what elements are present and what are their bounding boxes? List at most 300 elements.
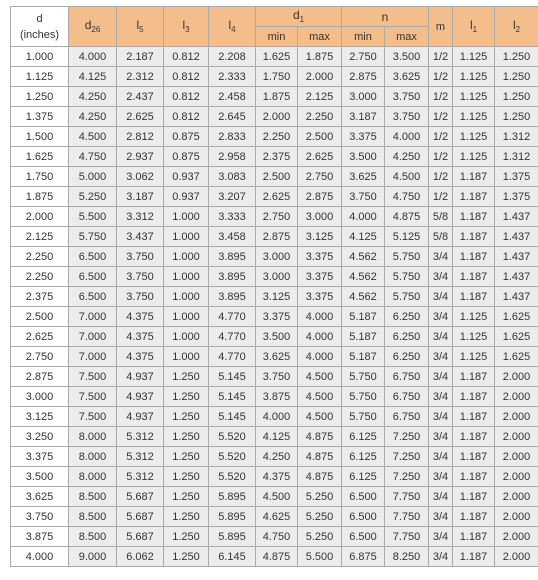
table-cell: 1.125	[453, 67, 495, 87]
table-cell: 3/4	[429, 467, 453, 487]
table-cell: 1.187	[453, 487, 495, 507]
table-cell: 4.562	[342, 287, 385, 307]
table-cell: 1.125	[453, 47, 495, 67]
table-cell: 6.500	[342, 527, 385, 547]
cell-d: 2.625	[11, 327, 69, 347]
table-cell: 4.937	[117, 367, 164, 387]
table-cell: 1.250	[164, 407, 209, 427]
table-cell: 1.312	[495, 147, 538, 167]
table-cell: 3.750	[117, 287, 164, 307]
table-cell: 5.500	[298, 547, 342, 567]
table-cell: 5.750	[385, 247, 429, 267]
table-cell: 6.145	[209, 547, 256, 567]
table-cell: 2.750	[342, 47, 385, 67]
table-cell: 4.770	[209, 307, 256, 327]
table-cell: 5.750	[69, 227, 117, 247]
table-cell: 1/2	[429, 107, 453, 127]
cell-d: 3.500	[11, 467, 69, 487]
table-cell: 8.500	[69, 487, 117, 507]
table-cell: 4.125	[256, 427, 298, 447]
table-cell: 3.500	[385, 47, 429, 67]
table-cell: 3.750	[117, 247, 164, 267]
table-cell: 3/4	[429, 507, 453, 527]
table-cell: 1.125	[453, 347, 495, 367]
table-cell: 2.000	[495, 527, 538, 547]
table-cell: 5.250	[298, 487, 342, 507]
table-cell: 4.125	[342, 227, 385, 247]
table-cell: 3.125	[256, 287, 298, 307]
cell-d: 1.500	[11, 127, 69, 147]
table-cell: 3/4	[429, 267, 453, 287]
header-d1: $d_1$	[256, 7, 342, 27]
table-cell: 4.500	[256, 487, 298, 507]
table-cell: 3/4	[429, 347, 453, 367]
table-cell: 4.750	[256, 527, 298, 547]
table-cell: 1.250	[164, 367, 209, 387]
table-cell: 2.645	[209, 107, 256, 127]
cell-d: 3.250	[11, 427, 69, 447]
table-cell: 3.625	[342, 167, 385, 187]
table-cell: 4.770	[209, 347, 256, 367]
cell-d: 3.375	[11, 447, 69, 467]
table-cell: 1.250	[164, 387, 209, 407]
table-cell: 3.458	[209, 227, 256, 247]
table-cell: 1/2	[429, 187, 453, 207]
table-cell: 5.520	[209, 427, 256, 447]
table-cell: 5.145	[209, 367, 256, 387]
cell-d: 3.625	[11, 487, 69, 507]
header-d1-min: min	[256, 27, 298, 47]
table-row	[11, 467, 538, 487]
cell-d: 1.000	[11, 47, 69, 67]
table-cell: 4.250	[69, 107, 117, 127]
table-cell: 1.000	[164, 347, 209, 367]
table-cell: 4.500	[298, 407, 342, 427]
table-cell: 1.187	[453, 167, 495, 187]
table-cell: 2.937	[117, 147, 164, 167]
table-cell: 3/4	[429, 487, 453, 507]
table-cell: 4.375	[117, 347, 164, 367]
table-cell: 4.000	[256, 407, 298, 427]
table-cell: 1.625	[495, 327, 538, 347]
table-cell: 8.250	[385, 547, 429, 567]
table-cell: 1.437	[495, 207, 538, 227]
cell-d: 2.250	[11, 267, 69, 287]
table-cell: 4.750	[69, 147, 117, 167]
table-cell: 5.312	[117, 427, 164, 447]
table-row	[11, 327, 538, 347]
table-cell: 1.000	[164, 327, 209, 347]
table-cell: 1.187	[453, 527, 495, 547]
table-cell: 1.000	[164, 287, 209, 307]
table-row	[11, 147, 538, 167]
table-cell: 4.875	[256, 547, 298, 567]
table-cell: 3.750	[385, 107, 429, 127]
table-cell: 5.750	[385, 287, 429, 307]
table-cell: 3.625	[385, 67, 429, 87]
table-cell: 8.500	[69, 507, 117, 527]
table-cell: 1.187	[453, 187, 495, 207]
table-cell: 4.937	[117, 407, 164, 427]
table-cell: 1.187	[453, 267, 495, 287]
table-cell: 2.625	[117, 107, 164, 127]
table-cell: 2.958	[209, 147, 256, 167]
table-cell: 1.437	[495, 287, 538, 307]
table-body	[11, 47, 538, 567]
table-cell: 5.250	[69, 187, 117, 207]
table-cell: 7.000	[69, 327, 117, 347]
table-cell: 6.500	[342, 507, 385, 527]
table-cell: 4.375	[256, 467, 298, 487]
table-row	[11, 87, 538, 107]
table-cell: 3.375	[298, 267, 342, 287]
table-row	[11, 527, 538, 547]
header-l1: $l_1$	[453, 7, 495, 47]
table-row	[11, 307, 538, 327]
table-cell: 5.250	[298, 507, 342, 527]
table-cell: 8.500	[69, 527, 117, 547]
table-cell: 4.750	[385, 187, 429, 207]
table-cell: 1.187	[453, 407, 495, 427]
table-cell: 3/4	[429, 327, 453, 347]
table-cell: 1/2	[429, 67, 453, 87]
table-cell: 7.500	[69, 387, 117, 407]
table-cell: 3.437	[117, 227, 164, 247]
header-d1-max: max	[298, 27, 342, 47]
table-cell: 6.250	[385, 347, 429, 367]
cell-d: 3.750	[11, 507, 69, 527]
table-cell: 1.000	[164, 247, 209, 267]
table-cell: 4.500	[69, 127, 117, 147]
table-cell: 5.895	[209, 487, 256, 507]
table-cell: 2.125	[298, 87, 342, 107]
table-cell: 5.187	[342, 327, 385, 347]
table-cell: 1/2	[429, 147, 453, 167]
table-cell: 3.375	[256, 307, 298, 327]
table-cell: 6.500	[69, 287, 117, 307]
table-cell: 1/2	[429, 127, 453, 147]
table-cell: 0.937	[164, 167, 209, 187]
table-cell: 2.875	[256, 227, 298, 247]
table-row	[11, 387, 538, 407]
table-cell: 3/4	[429, 247, 453, 267]
cell-d: 2.750	[11, 347, 69, 367]
table-cell: 7.000	[69, 347, 117, 367]
table-cell: 2.333	[209, 67, 256, 87]
table-cell: 4.875	[298, 427, 342, 447]
table-cell: 1.125	[453, 107, 495, 127]
table-cell: 0.812	[164, 67, 209, 87]
table-cell: 5.750	[385, 267, 429, 287]
table-cell: 4.500	[298, 387, 342, 407]
table-cell: 7.250	[385, 447, 429, 467]
header-d-unit: (inches)	[19, 28, 60, 41]
table-cell: 1.250	[164, 547, 209, 567]
table-cell: 1.187	[453, 547, 495, 567]
cell-d: 3.875	[11, 527, 69, 547]
table-cell: 5.895	[209, 527, 256, 547]
table-cell: 3.750	[385, 87, 429, 107]
table-cell: 3/4	[429, 447, 453, 467]
table-cell: 1.250	[495, 67, 538, 87]
table-cell: 6.875	[342, 547, 385, 567]
table-cell: 7.750	[385, 507, 429, 527]
table-cell: 5.687	[117, 527, 164, 547]
table-cell: 2.458	[209, 87, 256, 107]
table-cell: 1.750	[256, 67, 298, 87]
table-cell: 3.187	[342, 107, 385, 127]
cell-d: 2.000	[11, 207, 69, 227]
table-cell: 1.125	[453, 327, 495, 347]
table-cell: 5.687	[117, 487, 164, 507]
table-row	[11, 347, 538, 367]
header-l2: $l_2$	[495, 7, 538, 47]
table-cell: 1.250	[495, 87, 538, 107]
table-cell: 5.520	[209, 447, 256, 467]
table-cell: 3.375	[298, 287, 342, 307]
table-row	[11, 407, 538, 427]
table-cell: 3/4	[429, 387, 453, 407]
table-row	[11, 547, 538, 567]
table-cell: 1.125	[453, 147, 495, 167]
table-cell: 3.312	[117, 207, 164, 227]
table-row	[11, 167, 538, 187]
table-row	[11, 287, 538, 307]
table-cell: 7.000	[69, 307, 117, 327]
table-row	[11, 367, 538, 387]
table-cell: 1/2	[429, 47, 453, 67]
table-cell: 5.187	[342, 307, 385, 327]
table-cell: 1.375	[495, 167, 538, 187]
table-cell: 3.895	[209, 287, 256, 307]
cell-d: 2.875	[11, 367, 69, 387]
table-cell: 4.875	[298, 447, 342, 467]
table-cell: 4.250	[385, 147, 429, 167]
table-cell: 4.000	[298, 347, 342, 367]
table-cell: 1.187	[453, 507, 495, 527]
cell-d: 3.000	[11, 387, 69, 407]
table-cell: 1.125	[453, 127, 495, 147]
table-cell: 1.000	[164, 227, 209, 247]
table-cell: 1.437	[495, 247, 538, 267]
table-cell: 3/4	[429, 307, 453, 327]
table-cell: 1.437	[495, 227, 538, 247]
table-cell: 1.250	[164, 447, 209, 467]
table-cell: 2.833	[209, 127, 256, 147]
table-cell: 2.750	[256, 207, 298, 227]
table-cell: 4.125	[69, 67, 117, 87]
table-cell: 1.187	[453, 207, 495, 227]
table-cell: 3.895	[209, 247, 256, 267]
table-cell: 1.375	[495, 187, 538, 207]
table-cell: 5/8	[429, 227, 453, 247]
header-m: m	[429, 7, 453, 47]
table-cell: 1.187	[453, 427, 495, 447]
cell-d: 1.125	[11, 67, 69, 87]
cell-d: 2.125	[11, 227, 69, 247]
table-cell: 7.250	[385, 427, 429, 447]
table-cell: 5/8	[429, 207, 453, 227]
table-cell: 5.145	[209, 387, 256, 407]
table-cell: 4.000	[385, 127, 429, 147]
table-cell: 4.937	[117, 387, 164, 407]
table-cell: 1.187	[453, 467, 495, 487]
table-cell: 4.875	[298, 467, 342, 487]
table-cell: 2.000	[495, 487, 538, 507]
table-cell: 3.207	[209, 187, 256, 207]
header-n: n	[342, 7, 429, 27]
table-cell: 2.000	[495, 467, 538, 487]
cell-d: 4.000	[11, 547, 69, 567]
table-cell: 3.375	[342, 127, 385, 147]
table-row	[11, 507, 538, 527]
table-cell: 5.312	[117, 467, 164, 487]
table-cell: 5.125	[385, 227, 429, 247]
table-cell: 6.250	[385, 307, 429, 327]
table-cell: 2.375	[256, 147, 298, 167]
table-cell: 4.770	[209, 327, 256, 347]
cell-d: 1.750	[11, 167, 69, 187]
table-cell: 3.875	[256, 387, 298, 407]
table-cell: 2.875	[342, 67, 385, 87]
table-cell: 4.500	[298, 367, 342, 387]
table-cell: 9.000	[69, 547, 117, 567]
header-n-min: min	[342, 27, 385, 47]
table-cell: 3.333	[209, 207, 256, 227]
table-cell: 1.625	[495, 347, 538, 367]
table-cell: 3.750	[256, 367, 298, 387]
table-cell: 5.145	[209, 407, 256, 427]
header-d-label: d	[36, 12, 43, 25]
table-cell: 2.000	[495, 447, 538, 467]
table-cell: 7.750	[385, 487, 429, 507]
table-cell: 1.250	[164, 507, 209, 527]
table-cell: 5.000	[69, 167, 117, 187]
table-cell: 4.375	[117, 307, 164, 327]
cell-d: 2.375	[11, 287, 69, 307]
table-cell: 1/2	[429, 167, 453, 187]
table-cell: 7.750	[385, 527, 429, 547]
table-cell: 4.875	[385, 207, 429, 227]
table-cell: 0.812	[164, 47, 209, 67]
table-cell: 0.812	[164, 87, 209, 107]
table-cell: 2.000	[495, 407, 538, 427]
table-cell: 3.000	[256, 247, 298, 267]
table-cell: 3.187	[117, 187, 164, 207]
table-cell: 1.187	[453, 247, 495, 267]
table-cell: 2.000	[495, 427, 538, 447]
dimension-table	[10, 6, 538, 567]
table-cell: 4.250	[256, 447, 298, 467]
table-cell: 6.500	[69, 267, 117, 287]
cell-d: 1.250	[11, 87, 69, 107]
table-cell: 3/4	[429, 527, 453, 547]
table-cell: 2.625	[256, 187, 298, 207]
header-l3: $l_3$	[164, 7, 209, 47]
table-row	[11, 187, 538, 207]
table-cell: 6.500	[342, 487, 385, 507]
table-cell: 4.625	[256, 507, 298, 527]
table-cell: 3/4	[429, 287, 453, 307]
table-cell: 8.000	[69, 447, 117, 467]
table-cell: 1.125	[453, 307, 495, 327]
table-cell: 1.187	[453, 227, 495, 247]
table-cell: 2.500	[256, 167, 298, 187]
table-cell: 1.000	[164, 207, 209, 227]
table-cell: 5.687	[117, 507, 164, 527]
table-cell: 6.500	[69, 247, 117, 267]
table-cell: 5.895	[209, 507, 256, 527]
table-row	[11, 267, 538, 287]
table-row	[11, 487, 538, 507]
table-row	[11, 47, 538, 67]
table-cell: 1.312	[495, 127, 538, 147]
table-cell: 3.500	[342, 147, 385, 167]
table-cell: 5.500	[69, 207, 117, 227]
table-cell: 6.750	[385, 387, 429, 407]
table-cell: 3.083	[209, 167, 256, 187]
table-cell: 0.812	[164, 107, 209, 127]
table-cell: 3.000	[342, 87, 385, 107]
table-cell: 1.000	[164, 267, 209, 287]
table-cell: 3.750	[117, 267, 164, 287]
table-row	[11, 227, 538, 247]
table-cell: 3/4	[429, 547, 453, 567]
table-cell: 3/4	[429, 407, 453, 427]
cell-d: 3.125	[11, 407, 69, 427]
table-cell: 4.562	[342, 247, 385, 267]
header-l5: $l_5$	[117, 7, 164, 47]
table-cell: 4.000	[298, 307, 342, 327]
header-d26: $d_{26}$	[69, 7, 117, 47]
table-cell: 2.875	[298, 187, 342, 207]
table-cell: 3.375	[298, 247, 342, 267]
table-cell: 2.000	[298, 67, 342, 87]
table-cell: 2.000	[256, 107, 298, 127]
table-cell: 2.750	[298, 167, 342, 187]
table-cell: 2.000	[495, 367, 538, 387]
table-cell: 4.375	[117, 327, 164, 347]
table-cell: 4.000	[69, 47, 117, 67]
table-cell: 0.875	[164, 127, 209, 147]
cell-d: 1.375	[11, 107, 69, 127]
table-cell: 5.750	[342, 367, 385, 387]
table-cell: 4.500	[385, 167, 429, 187]
table-container	[10, 6, 538, 567]
table-cell: 6.250	[385, 327, 429, 347]
table-cell: 6.125	[342, 467, 385, 487]
table-cell: 1.625	[256, 47, 298, 67]
table-cell: 3/4	[429, 367, 453, 387]
table-cell: 1.250	[495, 47, 538, 67]
table-cell: 5.250	[298, 527, 342, 547]
table-cell: 8.000	[69, 427, 117, 447]
table-cell: 3.625	[256, 347, 298, 367]
table-cell: 4.250	[69, 87, 117, 107]
table-cell: 1.250	[164, 487, 209, 507]
table-cell: 6.062	[117, 547, 164, 567]
table-cell: 1.187	[453, 287, 495, 307]
table-cell: 0.875	[164, 147, 209, 167]
table-cell: 5.312	[117, 447, 164, 467]
table-cell: 8.000	[69, 467, 117, 487]
table-cell: 3.750	[342, 187, 385, 207]
table-cell: 2.000	[495, 387, 538, 407]
table-cell: 2.208	[209, 47, 256, 67]
table-cell: 3.000	[298, 207, 342, 227]
table-cell: 2.312	[117, 67, 164, 87]
table-cell: 2.437	[117, 87, 164, 107]
